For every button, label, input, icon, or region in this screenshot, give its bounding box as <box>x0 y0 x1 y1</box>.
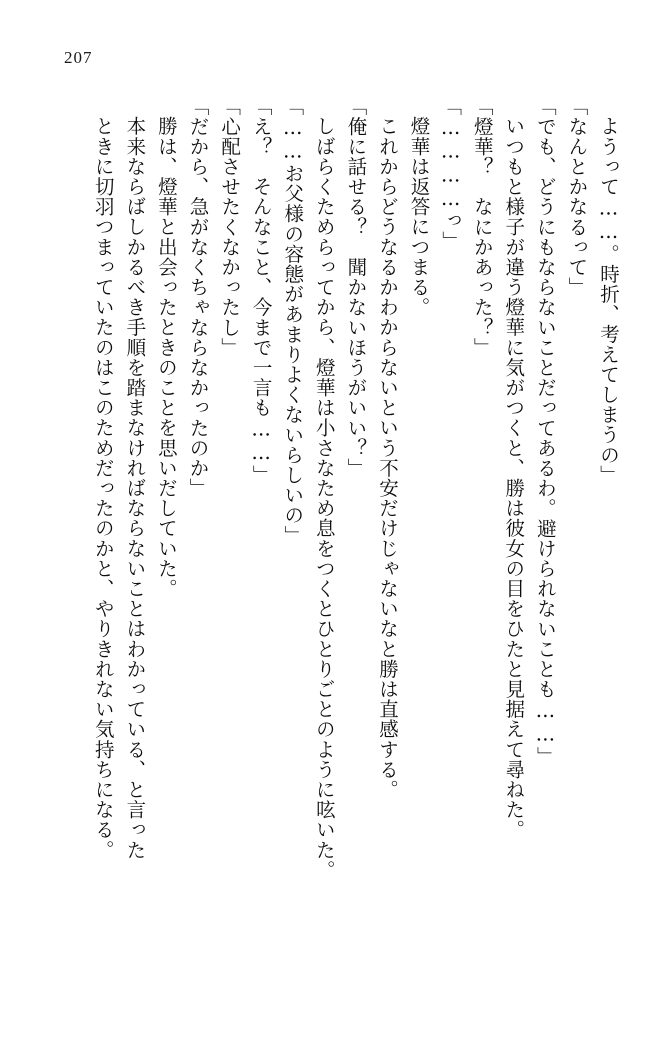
paragraph: 「なんとかなるって」 <box>565 96 589 297</box>
paragraph: 「……お父様の容態があまりよくないらしいの」 <box>281 96 305 546</box>
paragraph: 「え？ そんなこと、今まで一言も……」 <box>249 96 273 485</box>
paragraph: 「…………っ」 <box>439 96 463 251</box>
paragraph: 「燈華？ なにかあった？」 <box>470 96 494 358</box>
page-number: 207 <box>64 48 93 67</box>
vertical-text-body <box>44 96 624 1006</box>
paragraph: 「でも、どうにもならないことだってあるわ。避けられないことも……」 <box>533 96 557 767</box>
paragraph: これからどうなるかわからないという不安だけじゃないなと勝は直感する。 <box>375 115 399 799</box>
paragraph: ときに切羽つまっていたのはこのためだったのかと、やりきれない気持ちになる。 <box>91 115 115 860</box>
paragraph: しばらくためらってから、燈華は小さなため息をつくとひとりごとのように呟いた。 <box>312 115 336 880</box>
paragraph: 「俺に話せる？ 聞かないほうがいい？」 <box>344 96 368 478</box>
paragraph: いつもと様子が違う燈華に気がつくと、勝は彼女の目をひたと見据えて尋ねた。 <box>502 115 526 840</box>
paragraph: 本来ならばしかるべき手順を踏まなければならないことはわかっている、と言った <box>123 115 147 860</box>
paragraph: 「心配させたくなかったし」 <box>218 96 242 358</box>
paragraph: 「だから、急がなくちゃならなかったのか」 <box>186 96 210 498</box>
paragraph: 燈華は返答につまる。 <box>407 115 431 317</box>
paragraph: ようって……。時折、考えてしまうの」 <box>597 115 620 485</box>
paragraph: 勝は、燈華と出会ったときのことを思いだしていた。 <box>154 115 178 598</box>
